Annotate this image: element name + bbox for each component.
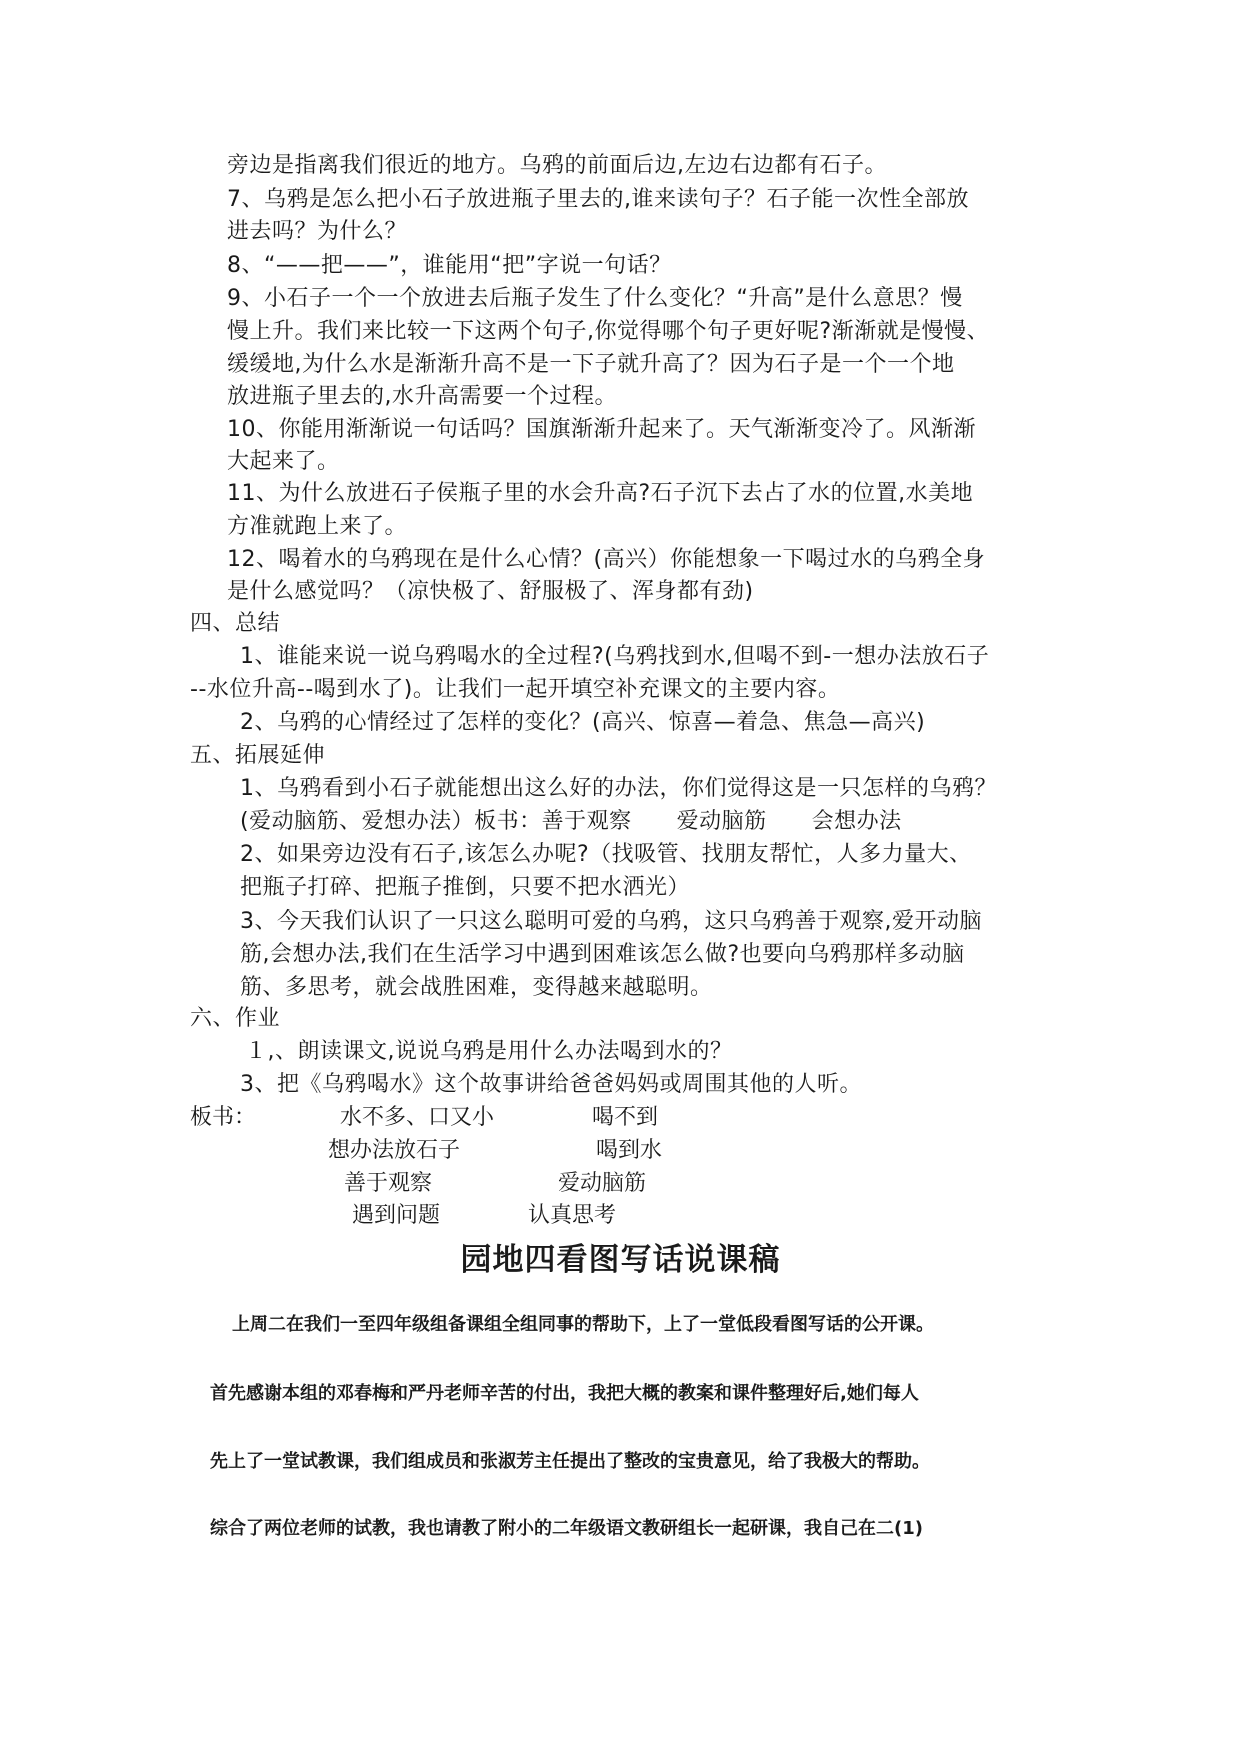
text-line: 9、小石子一个一个放进去后瓶子发生了什么变化？“升高”是什么意思？慢 [227, 286, 963, 311]
text-line: 进去吗？为什么？ [227, 219, 408, 244]
text-line: 2、乌鸦的心情经过了怎样的变化？(高兴、惊喜—着急、焦急—高兴) [240, 710, 926, 735]
text-line: 11、为什么放进石子侯瓶子里的水会升高?石子沉下去占了水的位置,水美地 [227, 481, 974, 506]
text-line: 3、今天我们认识了一只这么聪明可爱的乌鸦，这只乌鸦善于观察,爱开动脑 [240, 909, 982, 934]
board-item: 认真思考 [528, 1203, 617, 1228]
bold-text-line: 上周二在我们一至四年级组备课组全组同事的帮助下，上了一堂低段看图写话的公开课。 [232, 1314, 934, 1335]
section-heading: 五、拓展延伸 [190, 743, 326, 768]
board-item: 爱动脑筋 [558, 1171, 647, 1196]
bold-text-line: 首先感谢本组的邓春梅和严丹老师辛苦的付出，我把大概的教案和课件整理好后,她们每人 [210, 1383, 919, 1404]
text-line: 大起来了。 [227, 449, 340, 474]
section-heading: 六、作业 [190, 1006, 281, 1031]
text-line: 8、“——把——”，谁能用“把”字说一句话？ [227, 253, 672, 278]
bold-text-line: 先上了一堂试教课，我们组成员和张淑芳主任提出了整改的宝贵意见，给了我极大的帮助。 [210, 1451, 930, 1472]
text-line: 3、把《乌鸦喝水》这个故事讲给爸爸妈妈或周围其他的人听。 [240, 1072, 862, 1097]
text-line: １,、朗读课文,说说乌鸦是用什么办法喝到水的？ [245, 1039, 733, 1064]
text-line: 1、谁能来说一说乌鸦喝水的全过程?(乌鸦找到水,但喝不到-一想办法放石子 [240, 644, 990, 669]
text-line: 7、乌鸦是怎么把小石子放进瓶子里去的,谁来读句子？石子能一次性全部放 [227, 187, 969, 212]
text-line: 2、如果旁边没有石子,该怎么办呢?（找吸管、找朋友帮忙，人多力量大、 [240, 842, 972, 867]
board-item: 水不多、口又小 [340, 1105, 495, 1130]
text-line: 10、你能用渐渐说一句话吗？国旗渐渐升起来了。天气渐渐变冷了。风渐渐 [227, 417, 976, 442]
text-line: 慢上升。我们来比较一下这两个句子,你觉得哪个句子更好呢?渐渐就是慢慢、 [227, 319, 990, 344]
bold-text-line: 综合了两位老师的试教，我也请教了附小的二年级语文教研组长一起研课，我自己在二(1) [210, 1518, 923, 1539]
text-line: 方准就跑上来了。 [227, 514, 408, 539]
board-item: 喝到水 [596, 1138, 663, 1163]
section-heading: 四、总结 [190, 611, 281, 636]
board-item: 遇到问题 [352, 1203, 441, 1228]
text-line: 筋、多思考，就会战胜困难，变得越来越聪明。 [240, 975, 713, 1000]
text-line: 把瓶子打碎、把瓶子推倒，只要不把水洒光） [240, 875, 691, 900]
text-line: 放进瓶子里去的,水升高需要一个过程。 [227, 384, 617, 409]
text-line: --水位升高--喝到水了)。让我们一起开填空补充课文的主要内容。 [190, 677, 841, 702]
text-line: 旁边是指离我们很近的地方。乌鸦的前面后边,左边右边都有石子。 [227, 153, 887, 178]
text-line: 12、喝着水的乌鸦现在是什么心情？(高兴）你能想象一下喝过水的乌鸦全身 [227, 547, 986, 572]
page-title: 园地四看图写话说课稿 [460, 1242, 781, 1278]
board-item: 想办法放石子 [328, 1138, 461, 1163]
board-label: 板书： [190, 1105, 257, 1130]
text-line: (爱动脑筋、爱想办法）板书：善于观察 爱动脑筋 会想办法 [240, 809, 902, 834]
text-line: 缓缓地,为什么水是渐渐升高不是一下子就升高了？因为石子是一个一个地 [227, 352, 955, 377]
text-line: 1、乌鸦看到小石子就能想出这么好的办法，你们觉得这是一只怎样的乌鸦？ [240, 776, 997, 801]
text-line: 是什么感觉吗？（凉快极了、舒服极了、浑身都有劲) [227, 579, 754, 604]
board-item: 善于观察 [344, 1171, 433, 1196]
text-line: 筋,会想办法,我们在生活学习中遇到困难该怎么做?也要向乌鸦那样多动脑 [240, 942, 965, 967]
board-item: 喝不到 [592, 1105, 659, 1130]
